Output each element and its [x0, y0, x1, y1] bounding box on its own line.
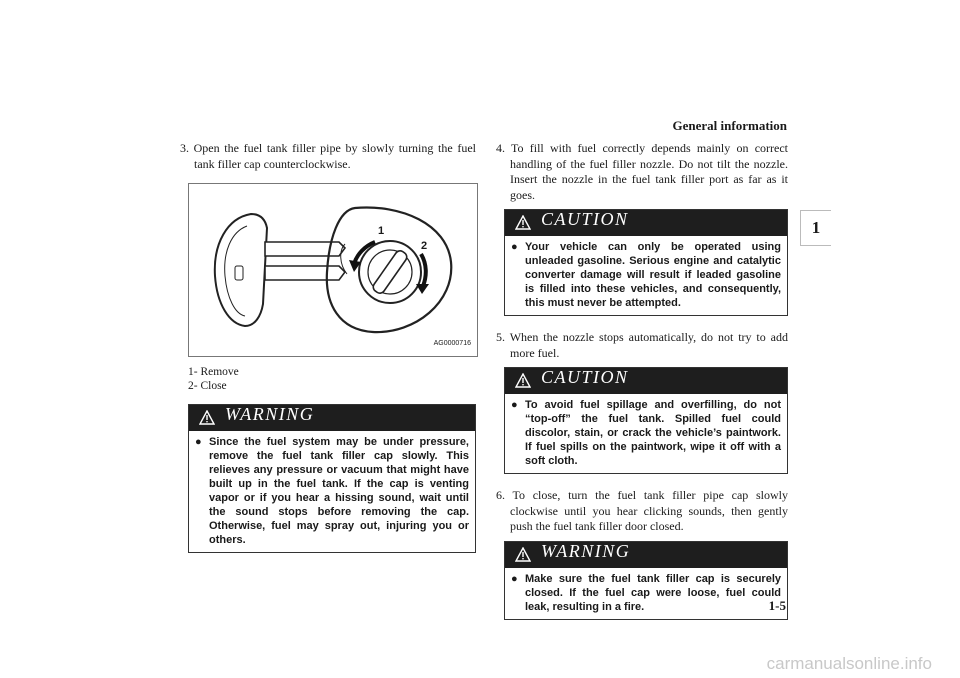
warning-header	[189, 405, 475, 431]
caution-label: CAUTION	[541, 367, 629, 387]
caution-text	[505, 394, 787, 473]
legend-item: 2- Close	[188, 380, 227, 392]
warning-body: Since the fuel system may be under pressure, remove the fuel tank filler cap slowly. This relieves any pressure or vacuum that might have built up in the fuel tank. If the cap is venting vapor or if you hear a hissing sound, wait until the sound stops before removing the cap. Otherwise, fuel may spray out, injuring you or others.	[209, 436, 469, 546]
step-6: 6. To close, turn the fuel tank filler pipe cap slowly clockwise until you hear clicking sounds, then gently push the fuel tank filler door closed.	[496, 488, 788, 533]
bullet-icon: ●	[511, 399, 518, 411]
caution-header	[505, 210, 787, 236]
step-4: 4. To fill with fuel correctly depends mainly on correct handling of the fuel filler nozzle. Do not tilt the nozzle. Insert the nozzle in the fuel tank filler port as far as it goes.	[496, 141, 788, 202]
right-column	[496, 141, 788, 620]
chapter-tab: 1	[800, 210, 831, 246]
fuel-cap-illustration	[189, 184, 477, 356]
warning-triangle-icon	[515, 547, 531, 562]
figure-code: AG0000716	[433, 339, 471, 347]
warning-body: Make sure the fuel tank filler cap is securely closed. If the fuel cap were loose, fuel could leak, resulting in a fire.	[525, 572, 781, 613]
figure-legend	[188, 365, 476, 393]
warning-header	[505, 542, 787, 568]
caution-label: CAUTION	[541, 209, 629, 229]
caution-triangle-icon	[515, 373, 531, 388]
watermark[interactable]: carmanualsonline.info	[766, 654, 932, 673]
caution-body: To avoid fuel spillage and overfilling, do not “top-off” the fuel tank. Spilled fuel could discolor, stain, or crack the vehicle’s paintwork. If fuel spills on the paintwork, wipe it off with a soft cloth.	[525, 399, 781, 467]
warning-box	[504, 541, 788, 620]
running-header: General information	[672, 118, 787, 133]
left-column	[180, 141, 476, 553]
warning-label: WARNING	[541, 540, 631, 561]
bullet-icon: ●	[195, 436, 202, 448]
step-5: 5. When the nozzle stops automatically, do not try to add more fuel.	[496, 330, 788, 360]
legend-item: 1- Remove	[188, 366, 239, 378]
bullet-icon: ●	[511, 241, 518, 253]
warning-box	[188, 404, 476, 553]
warning-text	[505, 568, 787, 619]
step-3: 3. Open the fuel tank filler pipe by slowly turning the fuel tank filler cap counterclockwise.	[180, 141, 476, 171]
caution-header	[505, 368, 787, 394]
fuel-cap-figure	[188, 183, 478, 357]
warning-text	[189, 431, 475, 552]
callout-2: 2	[421, 240, 428, 252]
caution-triangle-icon	[515, 215, 531, 230]
warning-triangle-icon	[199, 410, 215, 425]
callout-1: 1	[378, 225, 385, 237]
caution-text	[505, 236, 787, 315]
warning-label: WARNING	[225, 404, 315, 424]
caution-body: Your vehicle can only be operated using unleaded gasoline. Serious engine and catalytic converter damage will result if leaded gasoline is filled into these vehicles, and consequently, this must never be attempted.	[525, 241, 781, 309]
page-number: 1-5	[768, 598, 786, 613]
caution-box-1	[504, 209, 788, 316]
caution-box-2	[504, 367, 788, 474]
bullet-icon: ●	[511, 572, 518, 585]
